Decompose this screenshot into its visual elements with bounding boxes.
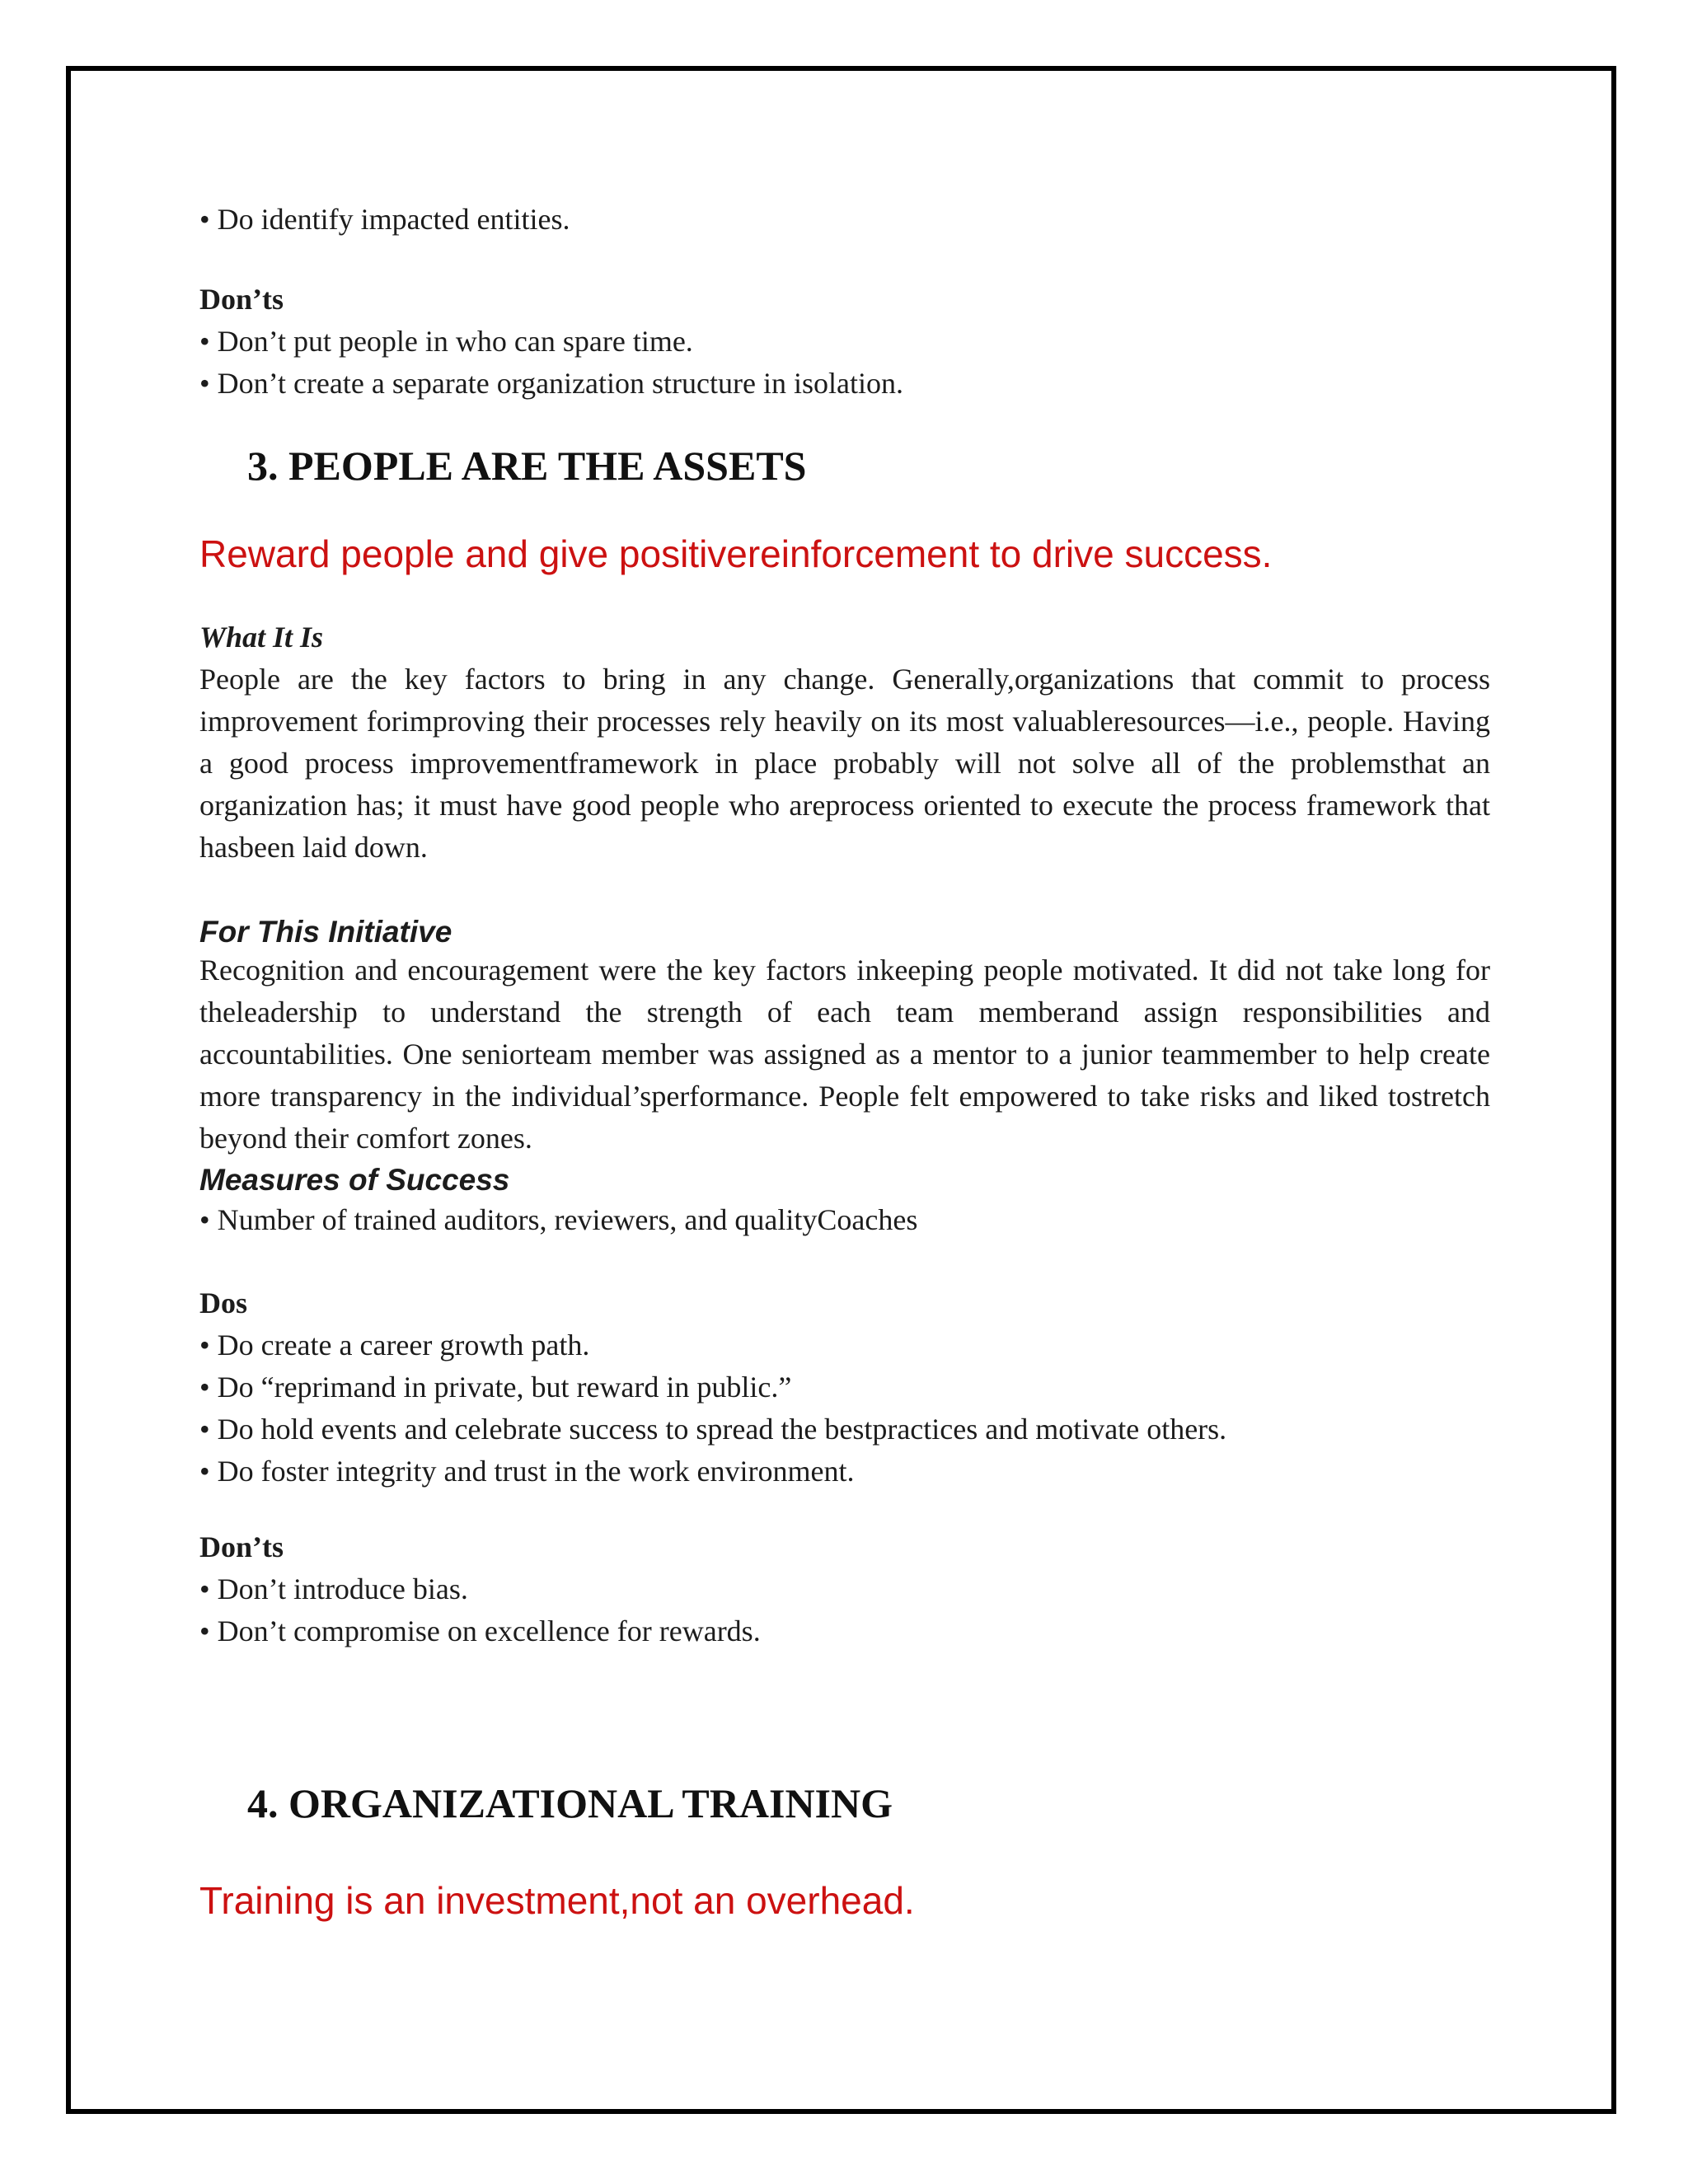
dos-heading: Dos (199, 1286, 248, 1319)
measures-item-1: • Number of trained auditors, reviewers, and qualityCoaches (199, 1203, 918, 1236)
document-body (199, 0, 1490, 2184)
section-3-tagline: Reward people and give positivereinforcement to drive success. (199, 532, 1273, 575)
section-4-title: 4. ORGANIZATIONAL TRAINING (247, 1780, 893, 1826)
donts-heading-2: Don’ts (199, 1530, 284, 1563)
section-3-title: 3. PEOPLE ARE THE ASSETS (247, 443, 807, 489)
donts-2-item-1: • Don’t introduce bias. (199, 1572, 468, 1605)
dos-item-2: • Do “reprimand in private, but reward in public.” (199, 1371, 792, 1404)
what-it-is-heading: What It Is (199, 621, 324, 654)
donts-1-item-1: • Don’t put people in who can spare time. (199, 325, 693, 358)
initiative-heading: For This Initiative (199, 915, 452, 949)
measures-heading: Measures of Success (199, 1163, 510, 1197)
dos-item-3: • Do hold events and celebrate success to spread the bestpractices and motivate others. (199, 1413, 1227, 1446)
donts-heading-1: Don’ts (199, 283, 284, 316)
bullet-identify-entities: • Do identify impacted entities. (199, 203, 570, 236)
donts-2-item-2: • Don’t compromise on excellence for rewards. (199, 1615, 761, 1647)
what-it-is-paragraph: People are the key factors to bring in any change. Generally,organizations that commit to process improvement forimproving their processes rely heavily on its most valuableresources—i.e., people. Having a good process improvementframework in place probably will not solve all of the problemsthat an organization has; it must have good people who areprocess oriented to execute the process framework that hasbeen laid down. (199, 663, 1490, 864)
dos-item-4: • Do foster integrity and trust in the work environment. (199, 1455, 855, 1488)
dos-item-1: • Do create a career growth path. (199, 1329, 590, 1361)
section-4-tagline: Training is an investment,not an overhead. (199, 1879, 915, 1922)
donts-1-item-2: • Don’t create a separate organization structure in isolation. (199, 367, 903, 400)
initiative-paragraph: Recognition and encouragement were the key factors inkeeping people motivated. It did not take long for theleadership to understand the strength of each team memberand assign responsibilities and accountabilities. One seniorteam member was assigned as a mentor to a junior teammember to help create more transparency in the individual’sperformance. People felt empowered to take risks and liked tostretch beyond their comfort zones. (199, 954, 1490, 1155)
